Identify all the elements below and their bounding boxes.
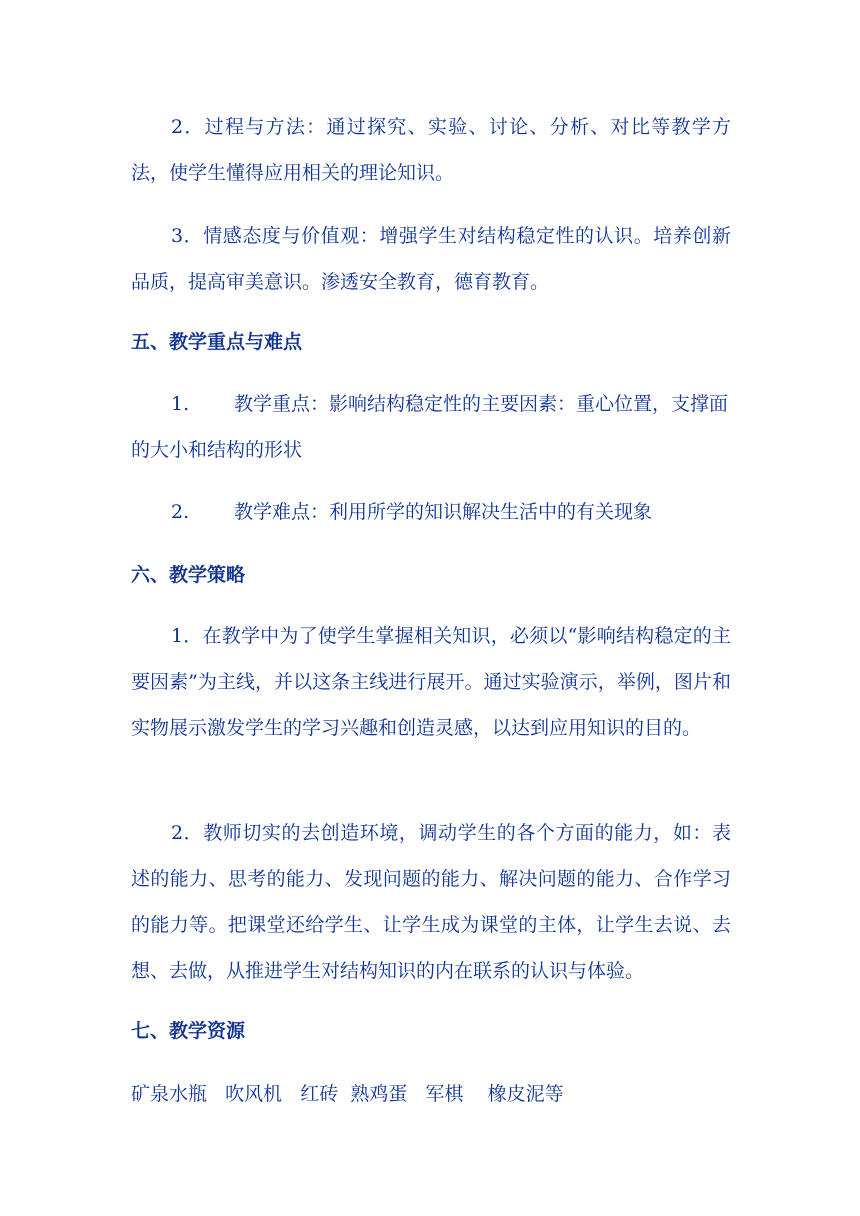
- paragraph-strategy-1: 1．在教学中为了使学生掌握相关知识，必须以“影响结构稳定的主要因素”为主线，并以这条主线进行展开。通过实验演示，举例，图片和实物展示激发学生的学习兴趣和创造灵感，以达到应用知识的目的。: [131, 625, 731, 739]
- section-heading-key-points: 五、教学重点与难点: [131, 331, 303, 353]
- section-heading-resources: 七、教学资源: [131, 1020, 246, 1042]
- list-item-text: 教学难点：利用所学的知识解决生活中的有关现象: [234, 501, 653, 523]
- resources-list: 矿泉水瓶 吹风机 红砖 熟鸡蛋 军棋 橡皮泥等: [131, 1083, 564, 1105]
- list-item-key-point: [131, 381, 731, 473]
- list-item-text: 教学重点：影响结构稳定性的主要因素：重心位置，支撑面的大小和结构的形状: [131, 393, 729, 461]
- paragraph-emotion-values: 3．情感态度与价值观：增强学生对结构稳定性的认识。培养创新品质，提高审美意识。渗透安全教育，德育教育。: [131, 225, 731, 293]
- section-heading-strategy: 六、教学策略: [131, 564, 246, 586]
- list-item-number: 1.: [171, 393, 190, 415]
- paragraph-process-method: 2．过程与方法：通过探究、实验、讨论、分析、对比等教学方法，使学生懂得应用相关的理论知识。: [131, 116, 731, 184]
- paragraph-strategy-2: 2．教师切实的去创造环境，调动学生的各个方面的能力，如：表述的能力、思考的能力、发现问题的能力、解决问题的能力、合作学习的能力等。把课堂还给学生、让学生成为课堂的主体，让学生去说、去想、去做，从推进学生对结构知识的内在联系的认识与体验。: [131, 822, 731, 982]
- list-item-difficulty: [131, 489, 731, 535]
- list-item-number: 2.: [171, 501, 190, 523]
